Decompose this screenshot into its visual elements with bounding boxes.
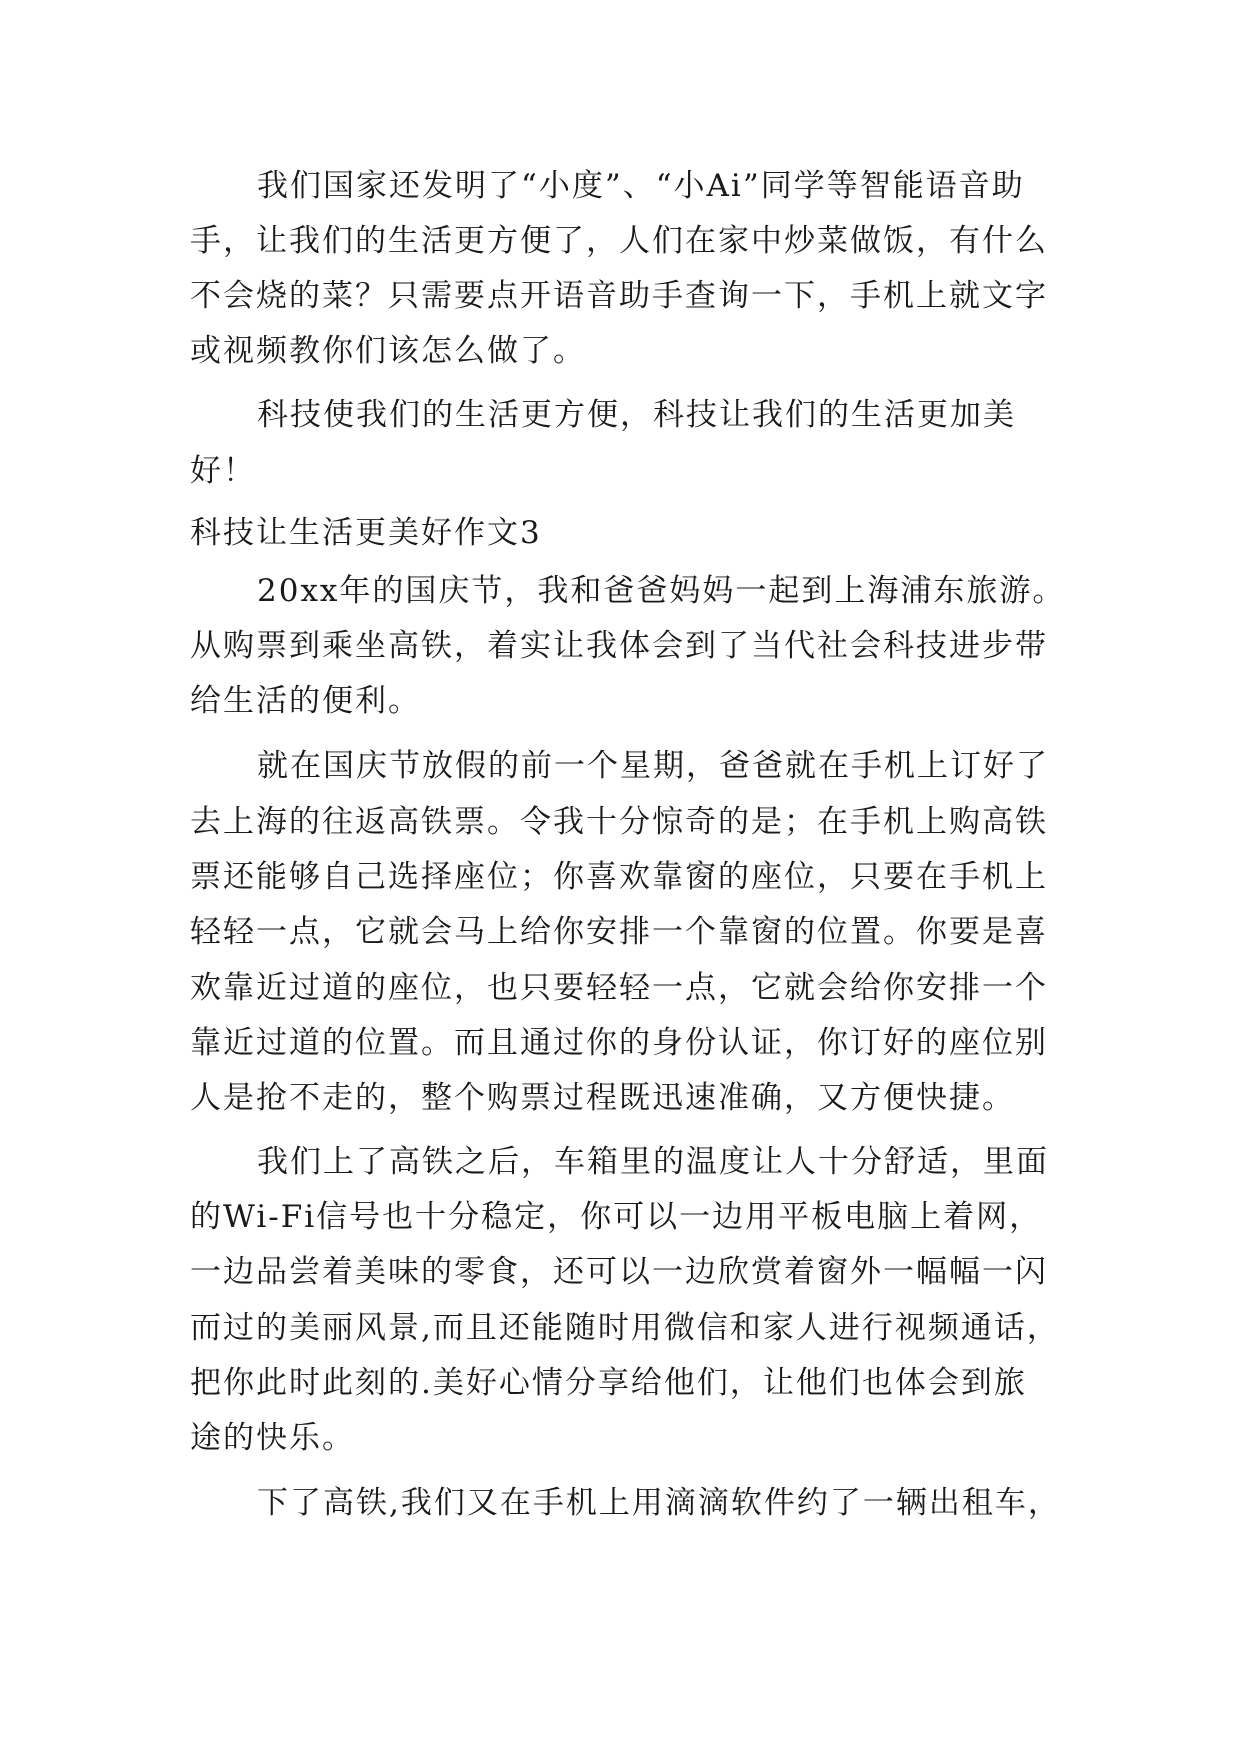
text-line: 科技使我们的生活更方便，科技让我们的生活更加美 (257, 397, 1016, 433)
text-line: 靠近过道的位置。而且通过你的身份认证，你订好的座位别 (190, 1025, 1048, 1061)
text-line: 手，让我们的生活更方便了，人们在家中炒菜做饭，有什么 (190, 223, 1048, 259)
section-heading: 科技让生活更美好作文3 (190, 515, 542, 551)
text-line: 轻轻一点，它就会马上给你安排一个靠窗的位置。你要是喜 (190, 914, 1048, 950)
text-line: 途的快乐。 (190, 1420, 355, 1456)
text-line: 我们国家还发明了“小度”、“小Ai”同学等智能语音助 (257, 168, 1025, 204)
text-line: 的Wi-Fi信号也十分稳定，你可以一边用平板电脑上着网， (190, 1199, 1043, 1235)
text-line: 不会烧的菜？只需要点开语音助手查询一下，手机上就文字 (190, 278, 1048, 314)
text-line: 给生活的便利。 (190, 683, 421, 719)
text-line: 或视频教你们该怎么做了。 (190, 333, 586, 369)
text-line: 把你此时此刻的.美好心情分享给他们，让他们也体会到旅 (190, 1365, 1027, 1401)
text-line: 我们上了高铁之后，车箱里的温度让人十分舒适，里面 (257, 1144, 1049, 1180)
text-line: 从购票到乘坐高铁，着实让我体会到了当代社会科技进步带 (190, 628, 1048, 664)
text-line: 欢靠近过道的座位，也只要轻轻一点，它就会给你安排一个 (190, 970, 1048, 1006)
text-line: 人是抢不走的，整个购票过程既迅速准确，又方便快捷。 (190, 1080, 1015, 1116)
text-line: 就在国庆节放假的前一个星期，爸爸就在手机上订好了 (257, 748, 1049, 784)
text-line: 去上海的往返高铁票。令我十分惊奇的是；在手机上购高铁 (190, 804, 1048, 840)
text-line: 票还能够自己选择座位；你喜欢靠窗的座位，只要在手机上 (190, 859, 1048, 895)
text-line: 而过的美丽风景,而且还能随时用微信和家人进行视频通话， (190, 1310, 1060, 1346)
text-line: 下了高铁,我们又在手机上用滴滴软件约了一辆出租车， (257, 1485, 1061, 1521)
text-line: 20xx年的国庆节，我和爸爸妈妈一起到上海浦东旅游。 (257, 573, 1066, 609)
text-line: 一边品尝着美味的零食，还可以一边欣赏着窗外一幅幅一闪 (190, 1254, 1048, 1290)
text-line: 好！ (190, 453, 256, 489)
